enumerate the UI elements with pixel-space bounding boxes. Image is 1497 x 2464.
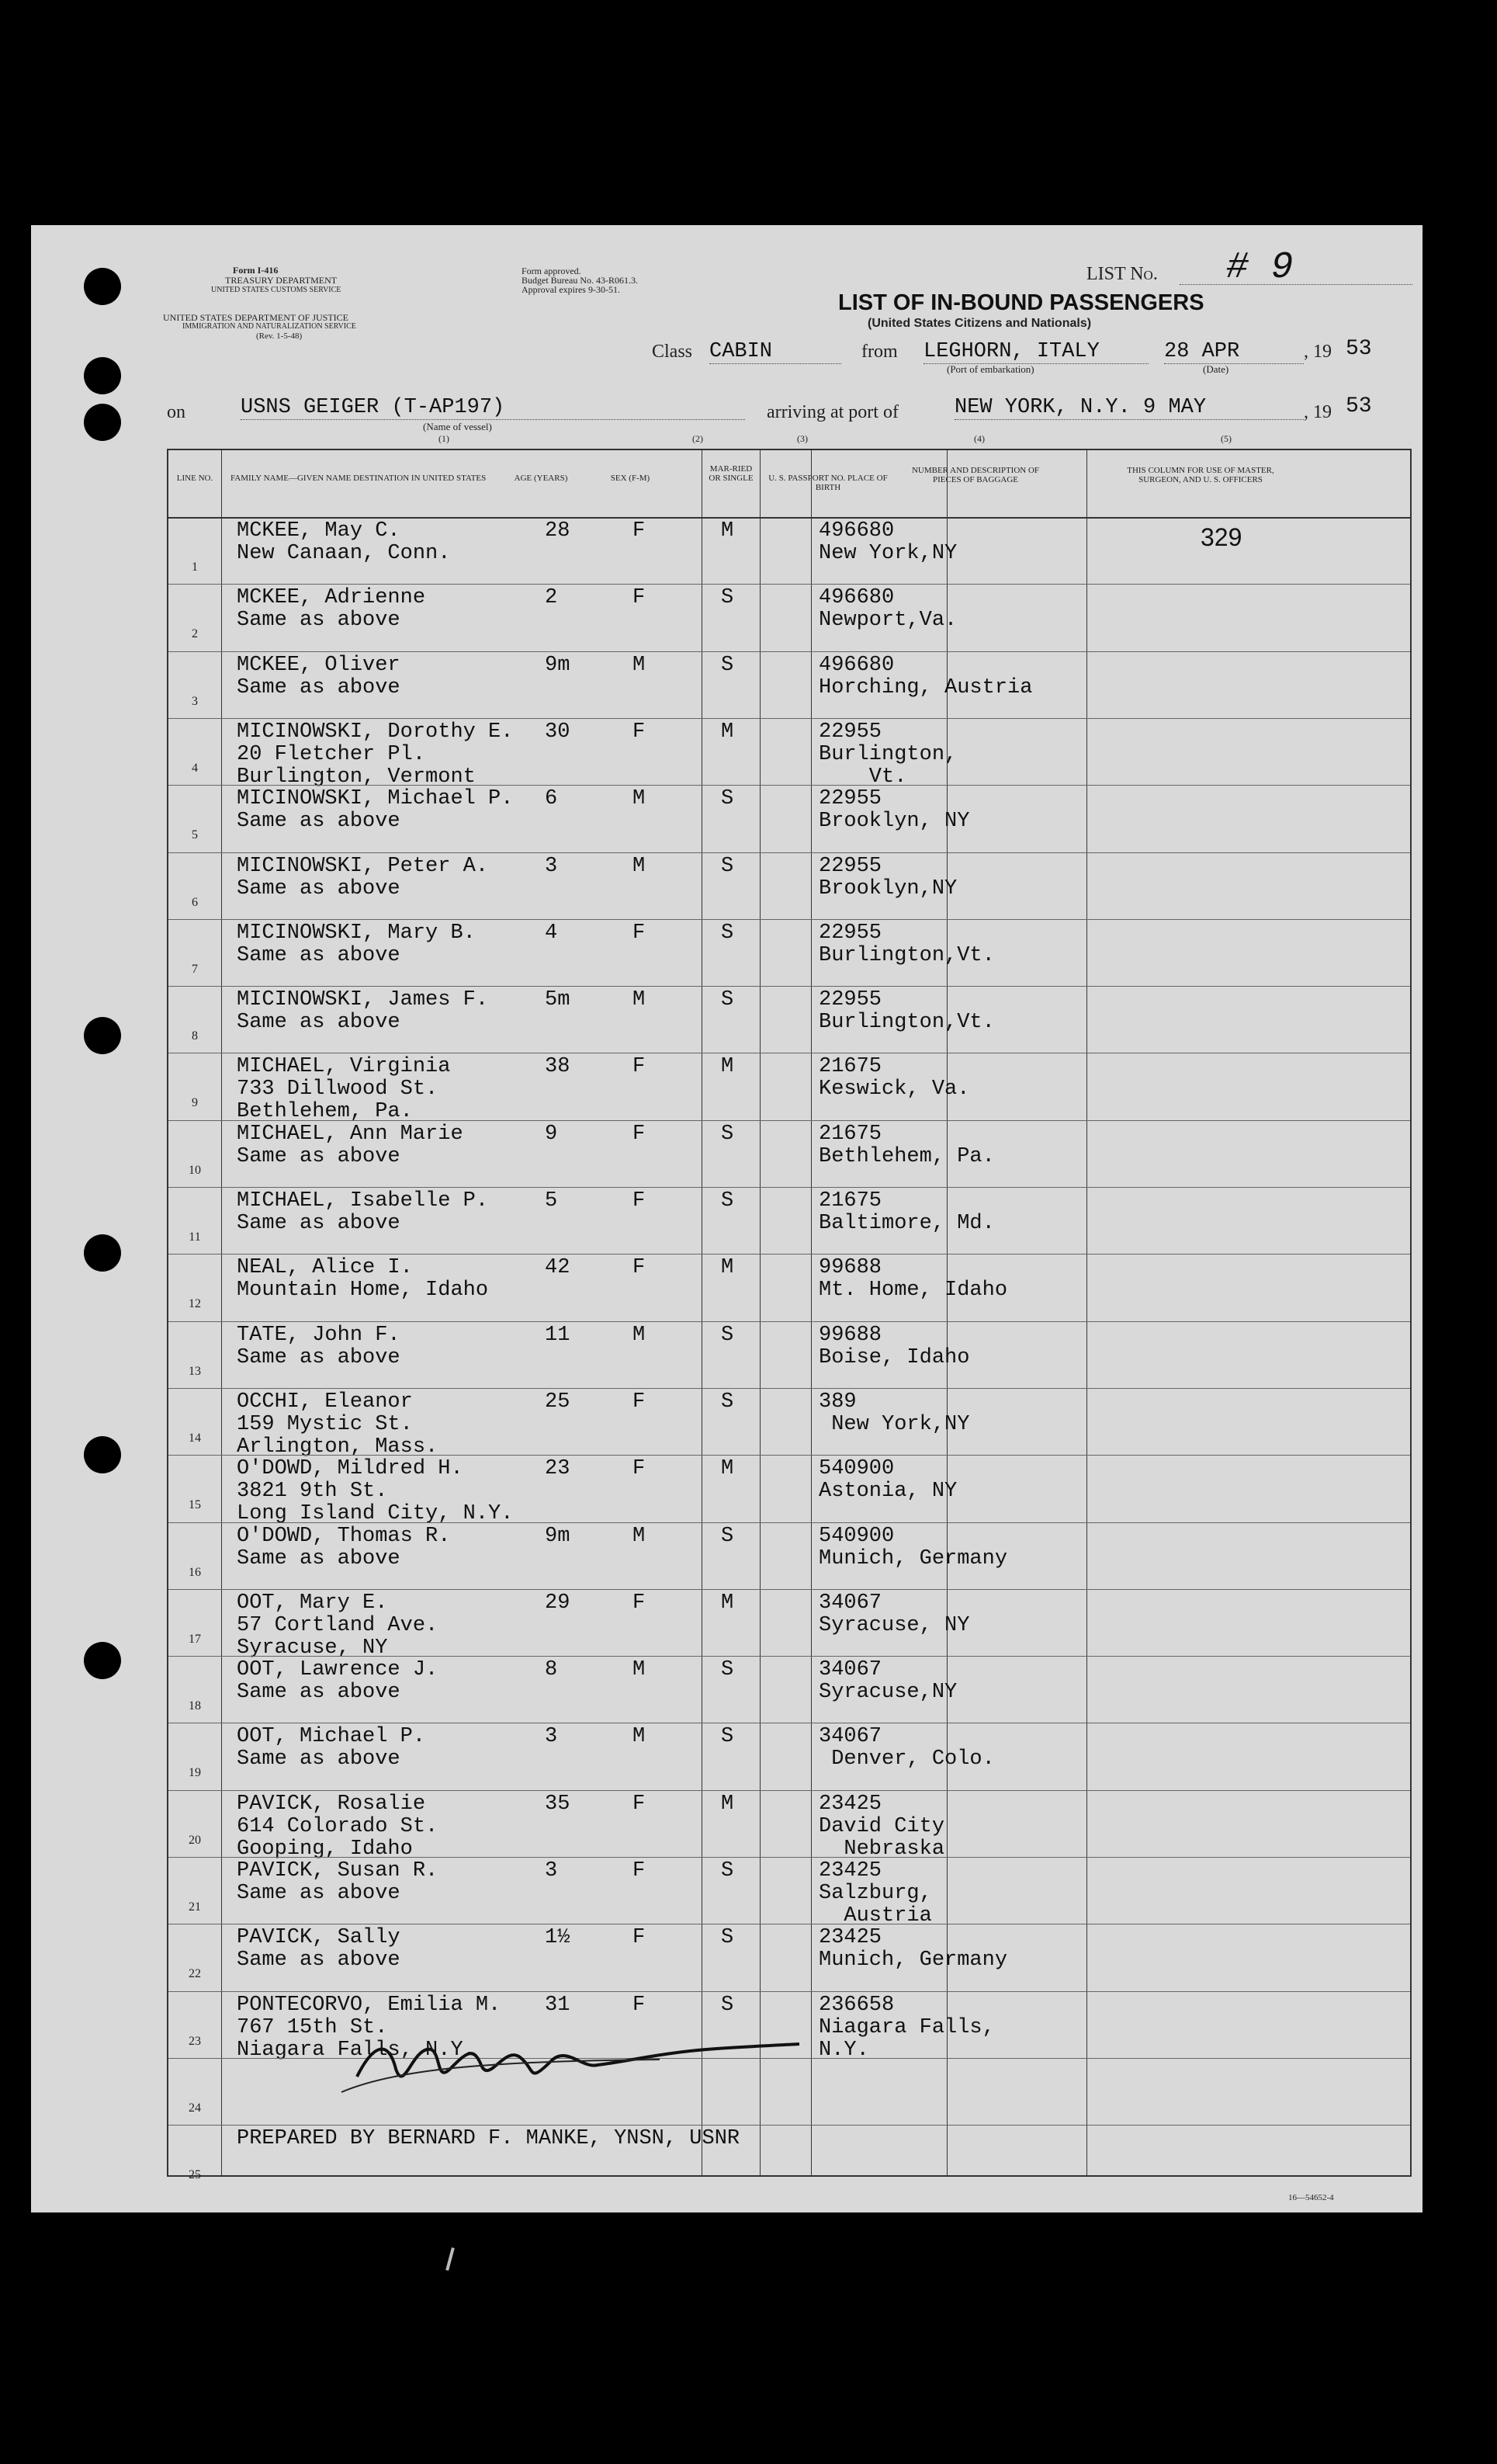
line-number: 3 [192, 694, 198, 708]
passenger-age: 38 [545, 1055, 570, 1079]
passenger-sex: F [632, 586, 646, 610]
line-number: 4 [192, 761, 198, 775]
passenger-name: MICHAEL, Ann Marie Same as above [237, 1122, 463, 1168]
passenger-sex: F [632, 1859, 646, 1883]
table-row [168, 584, 1410, 651]
marital-status: S [721, 1859, 734, 1883]
passport-birthplace: 540900 Munich, Germany [819, 1524, 1008, 1570]
row-divider [168, 1991, 1410, 1992]
line-number: 17 [189, 1632, 201, 1646]
form-approved: Form approved. [522, 265, 581, 276]
header-passport: U. S. PASSPORT NO. PLACE OF BIRTH [768, 474, 888, 492]
arriving-label: arriving at port of [767, 402, 899, 422]
arrival-port: NEW YORK, N.Y. 9 MAY [955, 396, 1304, 420]
marital-status: S [721, 1993, 734, 2017]
passport-birthplace: 236658 Niagara Falls, N.Y. [819, 1993, 995, 2062]
line-number: 18 [189, 1699, 201, 1713]
passport-birthplace: 540900 Astonia, NY [819, 1457, 958, 1504]
row-divider [168, 2125, 1410, 2126]
passport-birthplace: 496680 Newport,Va. [819, 586, 958, 633]
row-divider [168, 986, 1410, 987]
passenger-age: 1½ [545, 1926, 570, 1950]
marital-status: S [721, 653, 734, 677]
passenger-sex: M [632, 1323, 646, 1347]
line-number: 12 [189, 1297, 201, 1311]
marital-status: S [721, 854, 734, 878]
table-row [168, 517, 1410, 584]
passenger-name: OOT, Lawrence J. Same as above [237, 1658, 438, 1705]
table-row [168, 785, 1410, 852]
header-age: AGE (YEARS) [514, 474, 568, 483]
passenger-name: NEAL, Alice I. Mountain Home, Idaho [237, 1256, 489, 1303]
date-caption: (Date) [1203, 363, 1229, 375]
marital-status: S [721, 1323, 734, 1347]
passenger-sex: F [632, 1055, 646, 1079]
passenger-age: 6 [545, 787, 558, 811]
passenger-name: MICINOWSKI, James F. Same as above [237, 988, 489, 1035]
table-row [168, 1723, 1410, 1789]
passenger-name: MICINOWSKI, Dorothy E. 20 Fletcher Pl. Burlington, Vermont [237, 720, 514, 789]
passenger-age: 42 [545, 1256, 570, 1280]
passenger-age: 28 [545, 519, 570, 543]
embarkation-date: 28 APR [1164, 340, 1304, 364]
passenger-sex: M [632, 1658, 646, 1682]
col5-caption: (5) [1221, 433, 1232, 444]
row-divider [168, 1589, 1410, 1590]
form-page [31, 225, 1422, 2212]
passport-birthplace: 21675 Keswick, Va. [819, 1055, 970, 1102]
col3-caption: (3) [797, 433, 808, 444]
passport-birthplace: 23425 Salzburg, Austria [819, 1859, 932, 1928]
passenger-age: 3 [545, 1859, 558, 1883]
table-row [168, 986, 1410, 1053]
marital-status: S [721, 1926, 734, 1950]
ins-service: IMMIGRATION AND NATURALIZATION SERVICE [182, 322, 356, 331]
form-title: LIST OF IN-BOUND PASSENGERS [838, 290, 1204, 315]
passport-birthplace: 22955 Burlington,Vt. [819, 921, 995, 967]
passenger-age: 35 [545, 1792, 570, 1816]
row-divider [168, 1120, 1410, 1121]
marital-status: S [721, 1390, 734, 1414]
header-name: FAMILY NAME—GIVEN NAME DESTINATION IN UNITED STATES [230, 474, 487, 483]
binder-hole [84, 1436, 121, 1473]
passport-birthplace: 23425 Munich, Germany [819, 1926, 1008, 1973]
passport-birthplace: 22955 Brooklyn, NY [819, 787, 970, 834]
arrival-year: 53 [1346, 394, 1372, 418]
row-divider [168, 1656, 1410, 1657]
table-row [168, 1254, 1410, 1320]
line-number: 19 [189, 1766, 201, 1780]
table-row [168, 651, 1410, 718]
passenger-sex: F [632, 1993, 646, 2017]
header-officers: THIS COLUMN FOR USE OF MASTER, SURGEON, AND U. S. OFFICERS [1127, 466, 1274, 484]
passport-birthplace: 21675 Baltimore, Md. [819, 1189, 995, 1235]
marital-status: S [721, 988, 734, 1012]
passenger-sex: F [632, 1390, 646, 1414]
line-number: 10 [189, 1163, 201, 1177]
passenger-name: OCCHI, Eleanor 159 Mystic St. Arlington, Mass. [237, 1390, 438, 1459]
header-married: MAR-RIED OR SINGLE [709, 464, 754, 483]
col4-caption: (4) [974, 433, 985, 444]
line-number: 11 [189, 1230, 201, 1244]
table-row [168, 1656, 1410, 1723]
passenger-name: MICINOWSKI, Mary B. Same as above [237, 921, 476, 967]
passenger-age: 9m [545, 653, 570, 677]
line-number: 13 [189, 1364, 201, 1378]
row-divider [168, 1522, 1410, 1523]
row-divider [168, 584, 1410, 585]
passenger-name: MICHAEL, Virginia 733 Dillwood St. Bethlehem, Pa. [237, 1055, 451, 1124]
passenger-name: TATE, John F. Same as above [237, 1323, 400, 1369]
passenger-age: 29 [545, 1591, 570, 1615]
marital-status: S [721, 1189, 734, 1213]
table-row [168, 1120, 1410, 1187]
on-label: on [167, 402, 185, 422]
scan-speck [445, 2247, 455, 2271]
year-prefix: , 19 [1304, 342, 1332, 362]
row-divider [168, 919, 1410, 920]
line-number: 22 [189, 1967, 201, 1981]
row-divider [168, 1254, 1410, 1255]
table-row [168, 718, 1410, 789]
passenger-name: MICHAEL, Isabelle P. Same as above [237, 1189, 489, 1235]
passenger-age: 2 [545, 586, 558, 610]
header-baggage: NUMBER AND DESCRIPTION OF PIECES OF BAGGAGE [911, 466, 1040, 484]
table-row [168, 852, 1410, 919]
line-number: 7 [192, 962, 198, 976]
passenger-sex: F [632, 1926, 646, 1950]
header-line-no: LINE NO. [176, 474, 213, 483]
form-subtitle: (United States Citizens and Nationals) [868, 317, 1092, 330]
col1-caption: (1) [438, 433, 449, 444]
passenger-sex: F [632, 1122, 646, 1146]
line-number: 15 [189, 1498, 201, 1512]
passenger-name: MCKEE, Adrienne Same as above [237, 586, 426, 633]
header-sex: SEX (F-M) [610, 474, 650, 483]
marital-status: M [721, 1792, 734, 1816]
year-prefix-2: , 19 [1304, 402, 1332, 422]
line-number: 24 [189, 2101, 201, 2115]
passenger-name: O'DOWD, Mildred H. 3821 9th St. Long Island City, N.Y. [237, 1457, 514, 1526]
vessel-name: USNS GEIGER (T-AP197) [241, 396, 745, 420]
port-embarkation-caption: (Port of embarkation) [947, 363, 1034, 375]
row-divider [168, 1455, 1410, 1456]
revision: (Rev. 1-5-48) [256, 331, 303, 341]
passenger-age: 5 [545, 1189, 558, 1213]
passenger-sex: F [632, 1189, 646, 1213]
passenger-name: OOT, Mary E. 57 Cortland Ave. Syracuse, NY [237, 1591, 438, 1660]
treasury-dept: TREASURY DEPARTMENT [225, 275, 338, 286]
passenger-name: PAVICK, Rosalie 614 Colorado St. Gooping, Idaho [237, 1792, 438, 1861]
table-row [168, 1589, 1410, 1660]
binder-hole [84, 1234, 121, 1272]
justice-dept: UNITED STATES DEPARTMENT OF JUSTICE [163, 312, 349, 323]
binder-hole [84, 1017, 121, 1054]
row-divider [168, 785, 1410, 786]
passenger-age: 3 [545, 1725, 558, 1749]
line-number: 2 [192, 627, 198, 641]
passport-birthplace: 99688 Mt. Home, Idaho [819, 1256, 1008, 1303]
row-divider [168, 651, 1410, 652]
passenger-age: 5m [545, 988, 570, 1012]
table-row [168, 1924, 1410, 1990]
embarkation-port: LEGHORN, ITALY [923, 340, 1149, 364]
signature-scrawl [334, 2022, 815, 2100]
line-number: 1 [192, 560, 198, 574]
from-label: from [861, 342, 898, 362]
binder-hole [84, 357, 121, 394]
marital-status: M [721, 1055, 734, 1079]
passenger-age: 9 [545, 1122, 558, 1146]
passenger-age: 31 [545, 1993, 570, 2017]
line-number: 16 [189, 1565, 201, 1579]
binder-hole [84, 404, 121, 441]
table-row [168, 1388, 1410, 1459]
list-no-label: LIST No. [1086, 264, 1158, 284]
marital-status: M [721, 1591, 734, 1615]
embarkation-year: 53 [1346, 337, 1372, 361]
row-divider [168, 1187, 1410, 1188]
list-no-underline [1180, 284, 1412, 285]
passenger-name: PONTECORVO, Emilia M. 767 15th St. Niagara Falls, N.Y. [237, 1993, 501, 2062]
passenger-age: 3 [545, 854, 558, 878]
line-number: 21 [189, 1900, 201, 1914]
table-row [168, 1455, 1410, 1526]
passport-birthplace: 21675 Bethlehem, Pa. [819, 1122, 995, 1168]
line-number: 14 [189, 1431, 201, 1445]
line-number: 6 [192, 895, 198, 909]
binder-hole [84, 1642, 121, 1679]
table-row [168, 1321, 1410, 1388]
marital-status: S [721, 586, 734, 610]
col2-caption: (2) [692, 433, 703, 444]
table-row [168, 919, 1410, 986]
passenger-age: 9m [545, 1524, 570, 1548]
passenger-age: 4 [545, 921, 558, 945]
passport-birthplace: 23425 David City Nebraska [819, 1792, 945, 1861]
passenger-name: MICINOWSKI, Peter A. Same as above [237, 854, 489, 901]
passenger-age: 25 [545, 1390, 570, 1414]
line-number: 20 [189, 1833, 201, 1847]
passenger-age: 23 [545, 1457, 570, 1481]
list-no-value: # 9 [1226, 247, 1294, 289]
class-value: CABIN [709, 340, 841, 364]
marital-status: M [721, 1256, 734, 1280]
marital-status: M [721, 720, 734, 744]
marital-status: S [721, 787, 734, 811]
passenger-age: 30 [545, 720, 570, 744]
passenger-sex: M [632, 1524, 646, 1548]
passport-birthplace: 34067 Denver, Colo. [819, 1725, 995, 1772]
passport-birthplace: 22955 Burlington, Vt. [819, 720, 958, 789]
table-row [168, 2125, 1410, 2192]
row-divider [168, 1790, 1410, 1791]
row-divider [168, 852, 1410, 853]
passport-birthplace: 99688 Boise, Idaho [819, 1323, 970, 1369]
passenger-sex: F [632, 1457, 646, 1481]
form-number: Form I-416 [233, 265, 279, 276]
marital-status: S [721, 1658, 734, 1682]
passport-birthplace: 496680 Horching, Austria [819, 653, 1033, 699]
marital-status: S [721, 1122, 734, 1146]
vessel-caption: (Name of vessel) [423, 421, 492, 432]
passenger-sex: F [632, 519, 646, 543]
marital-status: S [721, 921, 734, 945]
passenger-age: 8 [545, 1658, 558, 1682]
customs-service: UNITED STATES CUSTOMS SERVICE [211, 286, 341, 294]
passport-birthplace: 496680 New York,NY [819, 519, 958, 565]
passenger-table [167, 449, 1412, 2182]
passport-birthplace: 22955 Burlington,Vt. [819, 988, 995, 1035]
passenger-sex: F [632, 1792, 646, 1816]
passport-birthplace: 389 New York,NY [819, 1390, 970, 1436]
passenger-name: O'DOWD, Thomas R. Same as above [237, 1524, 451, 1570]
line-number: 8 [192, 1029, 198, 1043]
line-number: 23 [189, 2034, 201, 2048]
passport-birthplace: 34067 Syracuse,NY [819, 1658, 958, 1705]
line-number: 9 [192, 1096, 198, 1110]
passport-birthplace: 34067 Syracuse, NY [819, 1591, 970, 1637]
passenger-name: PAVICK, Susan R. Same as above [237, 1859, 438, 1905]
footer-code: 16—54652-4 [1288, 2193, 1334, 2202]
marital-status: M [721, 1457, 734, 1481]
passenger-sex: F [632, 720, 646, 744]
marital-status: S [721, 1725, 734, 1749]
table-row [168, 1522, 1410, 1589]
passenger-sex: F [632, 1256, 646, 1280]
passenger-sex: M [632, 854, 646, 878]
line-number: 5 [192, 828, 198, 842]
row-divider [168, 718, 1410, 719]
marital-status: M [721, 519, 734, 543]
officer-note: 329 [1201, 523, 1242, 551]
passenger-name: MCKEE, May C. New Canaan, Conn. [237, 519, 451, 565]
passenger-sex: M [632, 787, 646, 811]
passenger-sex: M [632, 653, 646, 677]
binder-hole [84, 268, 121, 305]
row-divider [168, 1857, 1410, 1858]
budget-bureau: Budget Bureau No. 43-R061.3. [522, 275, 638, 286]
row-divider [168, 1388, 1410, 1389]
passenger-age: 11 [545, 1323, 570, 1347]
passenger-name: MCKEE, Oliver Same as above [237, 653, 400, 699]
passenger-name: OOT, Michael P. Same as above [237, 1725, 426, 1772]
passenger-name: MICINOWSKI, Michael P. Same as above [237, 787, 514, 834]
line-number: 25 [189, 2168, 201, 2182]
table-row [168, 1790, 1410, 1861]
approval-expires: Approval expires 9-30-51. [522, 284, 620, 295]
table-row [168, 1053, 1410, 1124]
passenger-sex: M [632, 1725, 646, 1749]
passenger-sex: F [632, 1591, 646, 1615]
passenger-sex: F [632, 921, 646, 945]
passport-birthplace: 22955 Brooklyn,NY [819, 854, 958, 901]
row-divider [168, 1321, 1410, 1322]
passenger-name: PAVICK, Sally Same as above [237, 1926, 400, 1973]
table-row [168, 1857, 1410, 1928]
marital-status: S [721, 1524, 734, 1548]
passenger-name: PREPARED BY BERNARD F. MANKE, YNSN, USNR [237, 2127, 740, 2151]
passenger-sex: M [632, 988, 646, 1012]
class-label: Class [652, 342, 693, 362]
table-row [168, 1187, 1410, 1254]
